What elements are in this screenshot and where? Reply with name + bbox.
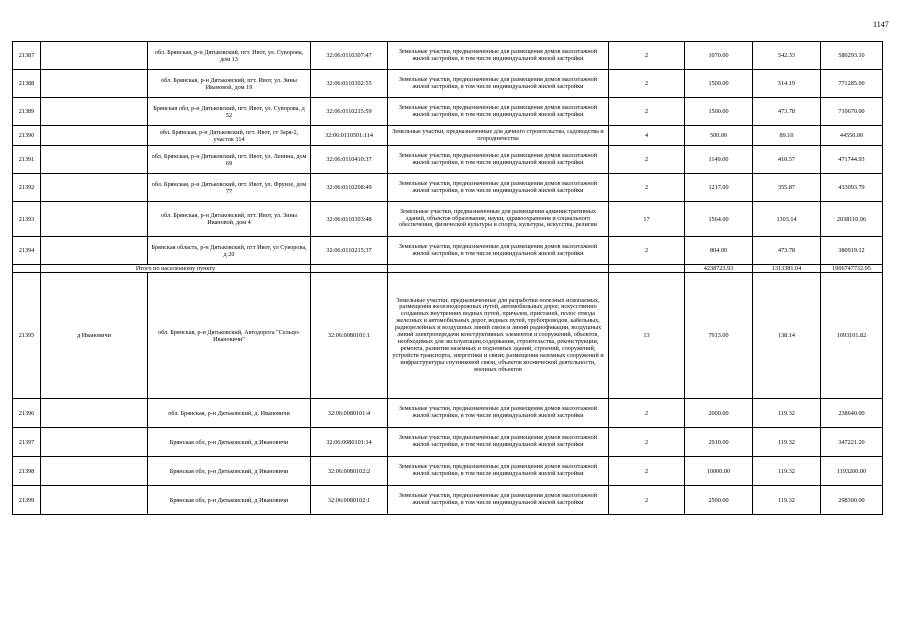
row-id: 21398: [13, 457, 41, 486]
row-land-use: Земельные участки, предназначенные для разработки полезных ископаемых, размещения железнодорожных путей, автомобильных дорог, искусственно созданных внутренних водных путей, причалов, пристаней, полос отвода железных и автомобильных дорог, водных путей, трубопроводов, кабельных, радиорелейных и воздушных линий связи и линий радиофикации, воздушных линий электропередачи конструктивных элементов и сооружений, объектов, необходимых для эксплуатации,содержания, строительства, реконструкции, ремонта, развития наземных и подземных зданий, строений, сооружений, устройств транспорта, энергетики и связи; размещения наземных сооружений и инфраструктуры спутниковой связи, объектов космической деятельности, военных объектов: [388, 273, 609, 399]
page-number: 1147: [873, 20, 889, 29]
row-address: обл. Брянская, р-н Дятьковский, пгт. Ивот, ул. Фрунзе, дом 77: [148, 174, 311, 202]
row-area: 804.00: [685, 237, 753, 265]
row-use-code: 2: [609, 237, 685, 265]
row-address: обл. Брянская, р-н Дятьковский, д. Ивановичи: [148, 399, 311, 428]
row-area: 2910.00: [685, 428, 753, 457]
row-id: 21391: [13, 146, 41, 174]
row-id: 21395: [13, 273, 41, 399]
row-id: 21399: [13, 486, 41, 515]
row-address: обл. Брянская, р-н Дятьковский, Автодорога "Сельцо- Ивановичи": [148, 273, 311, 399]
total-value: 1906747732.95: [821, 265, 883, 273]
row-rate: 514.19: [753, 70, 821, 98]
row-value: 380919.12: [821, 237, 883, 265]
blank-cell: [609, 265, 685, 273]
row-area: 10000.00: [685, 457, 753, 486]
blank-cell: [13, 265, 41, 273]
table-row: [13, 273, 883, 399]
row-value: 1093101.82: [821, 273, 883, 399]
row-land-use: Земельные участки, предназначенные для размещения домов малоэтажной жилой застройки, в том числе индивидуальной жилой застройки: [388, 146, 609, 174]
row-use-code: 17: [609, 202, 685, 237]
blank-cell: [41, 98, 148, 126]
total-rate: 1313381.04: [753, 265, 821, 273]
row-rate: 473.78: [753, 98, 821, 126]
row-use-code: 2: [609, 486, 685, 515]
row-cadastral-number: 32:06:0110215:59: [311, 98, 388, 126]
row-cadastral-number: 32:06:0080101:14: [311, 428, 388, 457]
row-cadastral-number: 32:06:0110303:48: [311, 202, 388, 237]
blank-cell: [41, 174, 148, 202]
table-row: [13, 126, 883, 146]
row-rate: 473.78: [753, 237, 821, 265]
row-rate: 119.32: [753, 457, 821, 486]
blank-cell: [41, 399, 148, 428]
row-address: Брянская обл, р-н Дятьковский, д Ивановичи: [148, 428, 311, 457]
row-area: 500.00: [685, 126, 753, 146]
row-land-use: Земельные участки, предназначенные для размещения домов малоэтажной жилой застройки, в том числе индивидуальной жилой застройки: [388, 237, 609, 265]
row-value: 433093.79: [821, 174, 883, 202]
row-id: 21397: [13, 428, 41, 457]
total-area: 4238723.93: [685, 265, 753, 273]
row-id: 21389: [13, 98, 41, 126]
table-row: [13, 399, 883, 428]
row-address: обл. Брянская, р-н Дятьковский, пгт. Ивот, ул. Зины Ивановой, дом 4: [148, 202, 311, 237]
row-address: Брянская область, р-н Дятьковский, пгт Ивот, ул Суворова, д 20: [148, 237, 311, 265]
row-cadastral-number: 32:06:0110410:37: [311, 146, 388, 174]
row-value: 238640.00: [821, 399, 883, 428]
blank-cell: [41, 126, 148, 146]
row-cadastral-number: 32:06:0080102:2: [311, 457, 388, 486]
row-rate: 1303.14: [753, 202, 821, 237]
row-id: 21390: [13, 126, 41, 146]
blank-cell: [41, 70, 148, 98]
row-use-code: 2: [609, 174, 685, 202]
row-use-code: 2: [609, 70, 685, 98]
row-land-use: Земельные участки, предназначенные для дачного строительства, садоводства и огородничества: [388, 126, 609, 146]
total-label: Итого по населенному пункту: [41, 265, 311, 273]
row-address: обл. Брянская, р-н Дятьковский, пгт. Ивот, ст Заря-2, участок 114: [148, 126, 311, 146]
row-cadastral-number: 32:06:0110215:37: [311, 237, 388, 265]
cadastral-registry-table: [12, 41, 883, 515]
row-land-use: Земельные участки, предназначенные для размещения административных зданий, объектов образования, науки, здравоохранения и социального обеспечения, физической культуры и спорта, культуры, искусства, религии: [388, 202, 609, 237]
row-rate: 89.10: [753, 126, 821, 146]
row-rate: 119.32: [753, 486, 821, 515]
row-cadastral-number: 32:06:0080101:4: [311, 399, 388, 428]
table-row: [13, 70, 883, 98]
blank-cell: [41, 428, 148, 457]
blank-cell: [41, 457, 148, 486]
row-use-code: 2: [609, 457, 685, 486]
row-id: 21392: [13, 174, 41, 202]
row-rate: 138.14: [753, 273, 821, 399]
locality-name: д Ивановичи: [41, 273, 148, 399]
table-row: [13, 428, 883, 457]
row-value: 2038110.96: [821, 202, 883, 237]
row-cadastral-number: 32:06:0080101:1: [311, 273, 388, 399]
blank-cell: [41, 237, 148, 265]
row-land-use: Земельные участки, предназначенные для размещения домов малоэтажной жилой застройки, в том числе индивидуальной жилой застройки: [388, 174, 609, 202]
row-use-code: 2: [609, 146, 685, 174]
row-address: обл. Брянская, р-н Дятьковский, пгт. Ивот, ул. Ленина, дом 69: [148, 146, 311, 174]
row-area: 1149.00: [685, 146, 753, 174]
row-land-use: Земельные участки, предназначенные для размещения домов малоэтажной жилой застройки, в том числе индивидуальной жилой застройки: [388, 70, 609, 98]
table-row: [13, 98, 883, 126]
row-value: 471744.93: [821, 146, 883, 174]
row-use-code: 2: [609, 428, 685, 457]
row-use-code: 4: [609, 126, 685, 146]
row-value: 580293.10: [821, 42, 883, 70]
row-cadastral-number: 32:06:0110307:47: [311, 42, 388, 70]
row-rate: 355.87: [753, 174, 821, 202]
row-id: 21393: [13, 202, 41, 237]
blank-cell: [41, 202, 148, 237]
row-cadastral-number: 32:06:0080102:1: [311, 486, 388, 515]
row-value: 44550.00: [821, 126, 883, 146]
row-address: обл. Брянская, р-н Дятьковский, пгт. Ивот, ул. Зины Ивановой, дом 19: [148, 70, 311, 98]
blank-cell: [41, 146, 148, 174]
table-row: [13, 486, 883, 515]
table-row: [13, 174, 883, 202]
blank-cell: [41, 486, 148, 515]
row-cadastral-number: 32:06:0110208:49: [311, 174, 388, 202]
row-id: 21396: [13, 399, 41, 428]
row-area: 1564.00: [685, 202, 753, 237]
row-area: 2000.00: [685, 399, 753, 428]
row-value: 298300.00: [821, 486, 883, 515]
row-id: 21387: [13, 42, 41, 70]
blank-cell: [311, 265, 388, 273]
row-land-use: Земельные участки, предназначенные для размещения домов малоэтажной жилой застройки, в том числе индивидуальной жилой застройки: [388, 428, 609, 457]
row-area: 1070.00: [685, 42, 753, 70]
row-land-use: Земельные участки, предназначенные для размещения домов малоэтажной жилой застройки, в том числе индивидуальной жилой застройки: [388, 486, 609, 515]
row-rate: 410.57: [753, 146, 821, 174]
total-row: [13, 265, 883, 273]
row-area: 1500.00: [685, 98, 753, 126]
table-row: [13, 202, 883, 237]
row-address: Брянская обл, р-н Дятьковский, пгт. Ивот, ул. Суворова, д 52: [148, 98, 311, 126]
row-address: обл. Брянская, р-н Дятьковский, пгт. Ивот, ул. Суворова, дом 13: [148, 42, 311, 70]
row-area: 1500.00: [685, 70, 753, 98]
row-rate: 119.32: [753, 399, 821, 428]
row-area: 2500.00: [685, 486, 753, 515]
row-id: 21388: [13, 70, 41, 98]
row-use-code: 13: [609, 273, 685, 399]
row-value: 347221.20: [821, 428, 883, 457]
row-address: Брянская обл, р-н Дятьковский, д Ивановичи: [148, 486, 311, 515]
row-value: 771285.00: [821, 70, 883, 98]
row-cadastral-number: 32:06:0110501:114: [311, 126, 388, 146]
row-value: 710670.00: [821, 98, 883, 126]
table-row: [13, 237, 883, 265]
row-use-code: 2: [609, 98, 685, 126]
row-rate: 119.32: [753, 428, 821, 457]
row-id: 21394: [13, 237, 41, 265]
row-area: 1217.00: [685, 174, 753, 202]
blank-cell: [388, 265, 609, 273]
table-row: [13, 42, 883, 70]
row-value: 1193200.00: [821, 457, 883, 486]
row-land-use: Земельные участки, предназначенные для размещения домов малоэтажной жилой застройки, в том числе индивидуальной жилой застройки: [388, 399, 609, 428]
row-land-use: Земельные участки, предназначенные для размещения домов малоэтажной жилой застройки, в том числе индивидуальной жилой застройки: [388, 457, 609, 486]
row-use-code: 2: [609, 42, 685, 70]
row-land-use: Земельные участки, предназначенные для размещения домов малоэтажной жилой застройки, в том числе индивидуальной жилой застройки: [388, 98, 609, 126]
row-use-code: 2: [609, 399, 685, 428]
row-rate: 542.33: [753, 42, 821, 70]
blank-cell: [41, 42, 148, 70]
row-area: 7913.00: [685, 273, 753, 399]
row-land-use: Земельные участки, предназначенные для размещения домов малоэтажной жилой застройки, в том числе индивидуальной жилой застройки: [388, 42, 609, 70]
table-row: [13, 146, 883, 174]
table-row: [13, 457, 883, 486]
row-address: Брянская обл, р-н Дятьковский, д Ивановичи: [148, 457, 311, 486]
row-cadastral-number: 32:06:0110302:55: [311, 70, 388, 98]
